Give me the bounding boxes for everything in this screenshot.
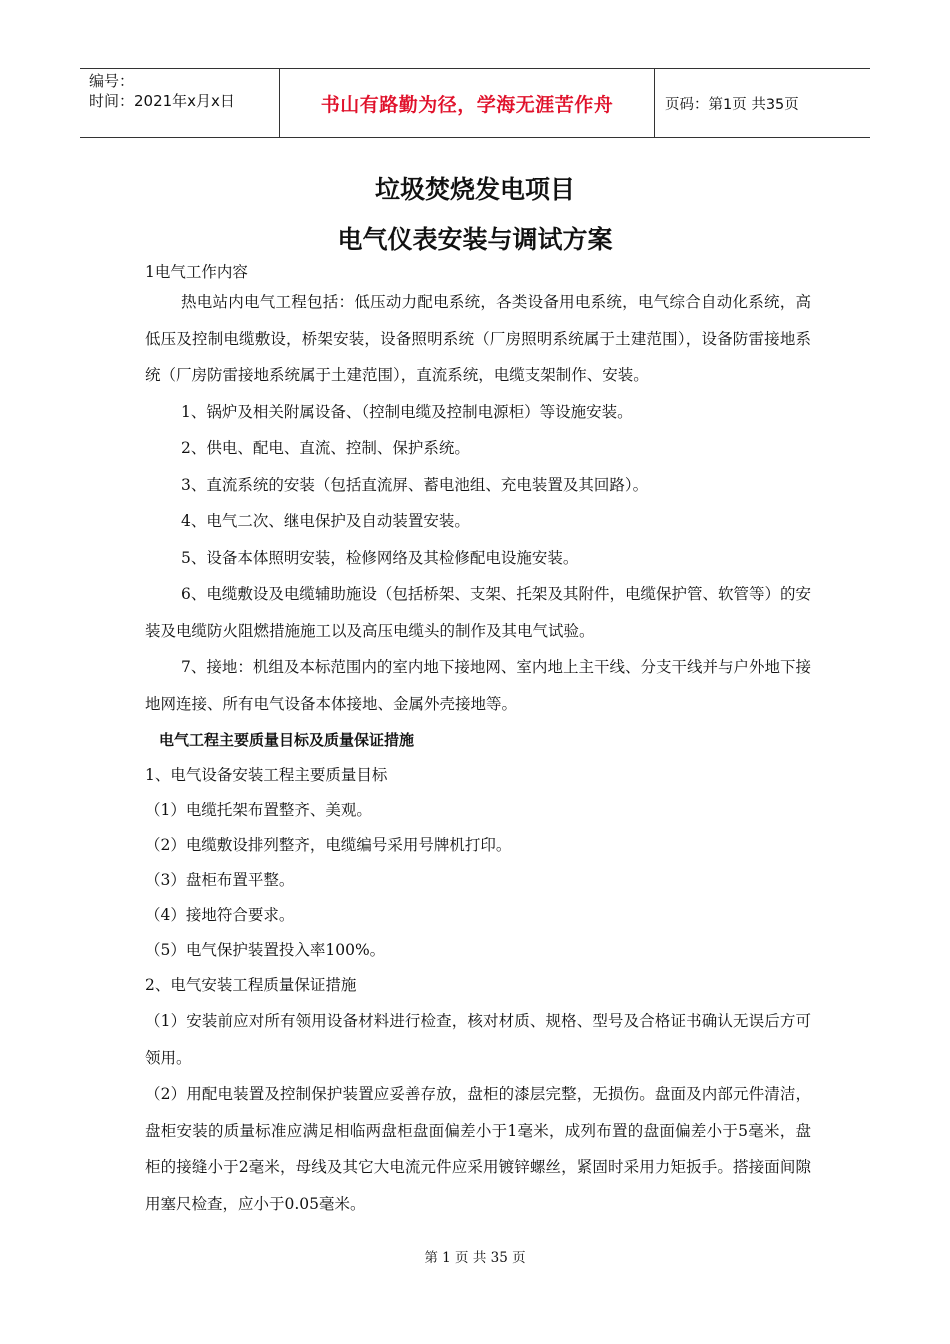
section2-subheading-goals: 1、电气设备安装工程主要质量目标 xyxy=(145,766,388,784)
measure-item-1: （1）安装前应对所有领用设备材料进行检查，核对材质、规格、型号及合格证书确认无误后方可领用。 xyxy=(145,1012,811,1067)
page-info-cell xyxy=(655,69,870,137)
time-label: 时间：2021年x月x日 xyxy=(89,92,235,110)
measure-item-2: （2）用配电装置及控制保护装置应妥善存放，盘柜的漆层完整，无损伤。盘面及内部元件清洁，盘柜安装的质量标准应满足相临两盘柜盘面偏差小于1毫米，成列布置的盘面偏差小于5毫米，盘柜的接缝小于2毫米，母线及其它大电流元件应采用镀锌螺丝，紧固时采用力矩扳手。搭接面间隙用塞尺检查，应小于0.05毫米。 xyxy=(145,1085,811,1213)
section1-item-1: 1、锅炉及相关附属设备、（控制电缆及控制电源柜）等设施安装。 xyxy=(181,402,633,421)
document-title-line2: 电气仪表安装与调试方案 xyxy=(337,225,613,254)
goal-item-4: （4）接地符合要求。 xyxy=(145,906,295,924)
goal-item-2: （2）电缆敷设排列整齐，电缆编号采用号牌机打印。 xyxy=(145,836,512,854)
section2-heading: 电气工程主要质量目标及质量保证措施 xyxy=(159,731,415,749)
section1-item-7: 7、接地：机组及本标范围内的室内地下接地网、室内地上主干线、分支干线并与户外地下接地网连接、所有电气设备本体接地、金属外壳接地等。 xyxy=(145,658,811,713)
goal-item-3: （3）盘柜布置平整。 xyxy=(145,871,295,889)
page-info-text: 页码：第1页 共35页 xyxy=(665,96,799,113)
page-footer: 第 1 页 共 35 页 xyxy=(424,1250,526,1266)
number-label: 编号： xyxy=(89,72,135,90)
section1-item-6: 6、电缆敷设及电缆辅助施设（包括桥架、支架、托架及其附件，电缆保护管、软管等）的安装及电缆防火阻燃措施施工以及高压电缆头的制作及其电气试验。 xyxy=(145,585,811,640)
section1-item-2: 2、供电、配电、直流、控制、保护系统。 xyxy=(181,439,470,457)
section1-heading: 1电气工作内容 xyxy=(145,263,248,281)
document-title-line1: 垃圾焚烧发电项目 xyxy=(374,175,575,204)
section2-subheading-measures: 2、电气安装工程质量保证措施 xyxy=(145,976,357,994)
section1-item-5: 5、设备本体照明安装，检修网络及其检修配电设施安装。 xyxy=(181,548,579,567)
motto-cell xyxy=(280,69,655,137)
section1-item-4: 4、电气二次、继电保护及自动装置安装。 xyxy=(181,512,470,530)
section1-item-3: 3、直流系统的安装（包括直流屏、蓄电池组、充电装置及其回路）。 xyxy=(181,475,649,494)
section1-intro: 热电站内电气工程包括：低压动力配电系统，各类设备用电系统，电气综合自动化系统，高低压及控制电缆敷设，桥架安装，设备照明系统（厂房照明系统属于土建范围），设备防雷接地系统（厂房防雷接地系统属于土建范围），直流系统，电缆支架制作、安装。 xyxy=(145,293,811,384)
goal-item-1: （1）电缆托架布置整齐、美观。 xyxy=(145,801,372,819)
header-info-cell xyxy=(80,69,280,137)
motto-text: 书山有路勤为径，学海无涯苦作舟 xyxy=(320,93,614,116)
page-header xyxy=(80,68,870,138)
document-body xyxy=(145,260,811,1222)
goal-item-5: （5）电气保护装置投入率100%。 xyxy=(145,941,386,959)
